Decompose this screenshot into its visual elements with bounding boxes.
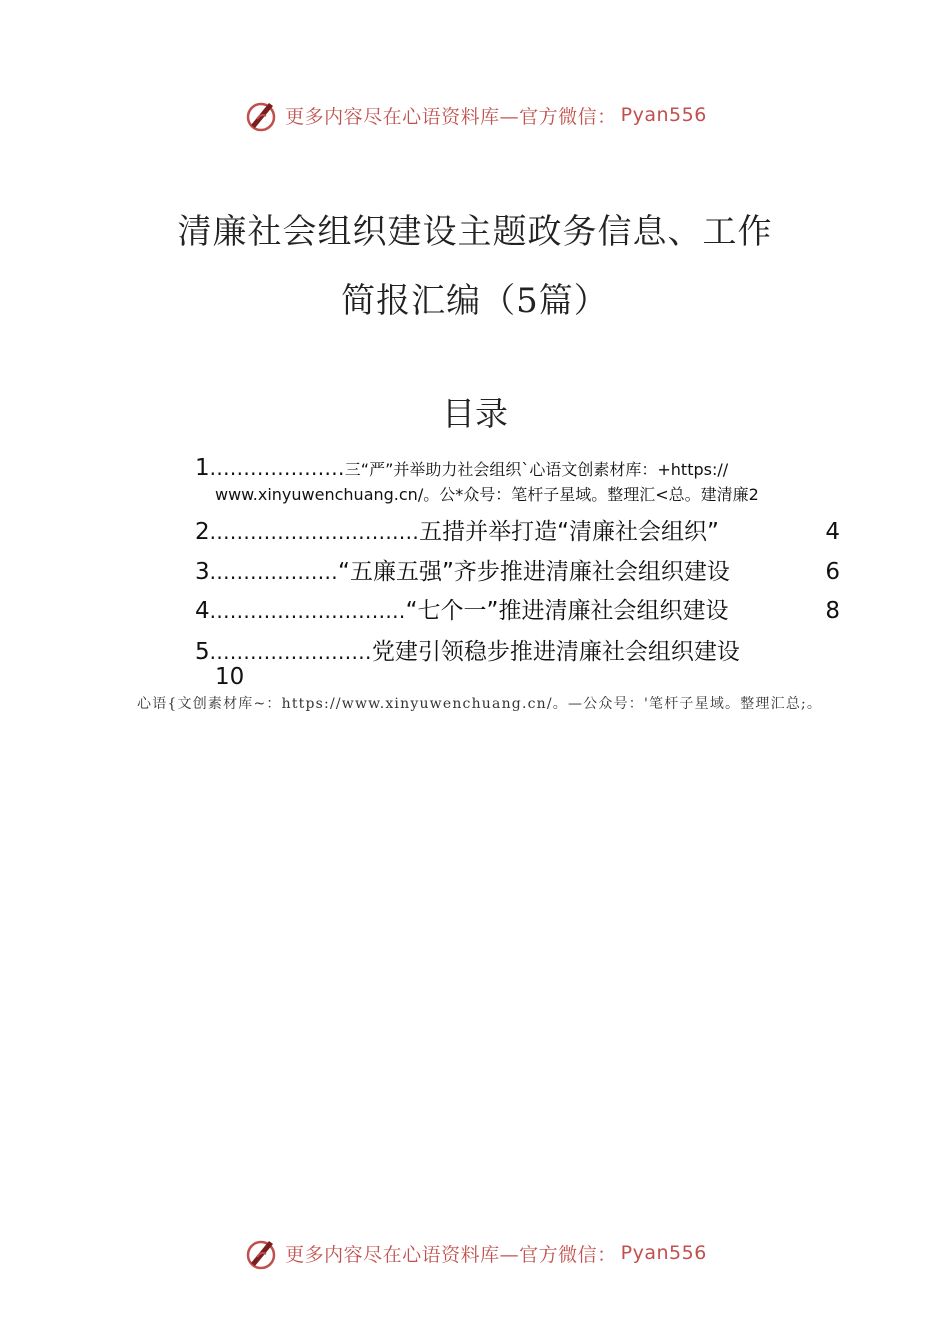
document-title-line1: 清廉社会组织建设主题政务信息、工作 bbox=[177, 212, 773, 252]
document-title-line2: 简报汇编（5篇） bbox=[341, 281, 609, 321]
toc-item-5[interactable] bbox=[195, 633, 840, 666]
toc-leader-dots: .................... bbox=[209, 456, 345, 480]
toc-item-text: 党建引领稳步推进清廉社会组织建设 bbox=[371, 639, 740, 665]
toc-leader-dots: ............................... bbox=[209, 520, 420, 544]
toc-leader-dots: ................... bbox=[209, 560, 339, 584]
toc-item-number: 2 bbox=[195, 519, 210, 545]
toc-item-page: 4 bbox=[825, 519, 840, 545]
banner-wechat-id: Pyan556 bbox=[620, 1242, 707, 1264]
toc-item-text: 五措并举打造“清廉社会组织” bbox=[419, 519, 719, 545]
toc-item-text: “五廉五强”齐步推进清廉社会组织建设 bbox=[338, 559, 730, 585]
banner-wechat-id: Pyan556 bbox=[620, 104, 707, 126]
header-banner bbox=[0, 95, 950, 135]
toc-item-4[interactable] bbox=[195, 592, 840, 625]
toc-item-text: 三“严”并举助力社会组织`心语文创素材库：+https:// bbox=[344, 460, 729, 479]
pen-seal-icon bbox=[243, 1235, 279, 1271]
banner-text: 更多内容尽在心语资料库—官方微信： bbox=[285, 1243, 617, 1266]
footer-banner bbox=[0, 1233, 950, 1273]
toc-item-3[interactable] bbox=[195, 553, 840, 586]
toc-item-1-continuation: www.xinyuwenchuang.cn/。公*众号：笔杆子星域。整理汇<总。建清廉2 bbox=[215, 485, 759, 504]
source-note: 心语{文创素材库~：https://www.xinyuwenchuang.cn/。—公众号：'笔杆子星域。整理汇总;。 bbox=[137, 696, 823, 712]
pen-seal-icon bbox=[243, 97, 279, 133]
toc-item-page: 6 bbox=[825, 559, 840, 585]
toc-item-page: 8 bbox=[825, 598, 840, 624]
banner-text: 更多内容尽在心语资料库—官方微信： bbox=[285, 105, 617, 128]
toc-heading: 目录 bbox=[442, 394, 508, 433]
toc-item-1[interactable] bbox=[195, 455, 840, 481]
toc-item-text: “七个一”推进清廉社会组织建设 bbox=[405, 598, 729, 624]
toc-item-5-page: 10 bbox=[215, 664, 245, 690]
toc-item-number: 3 bbox=[195, 559, 210, 585]
toc-item-number: 1 bbox=[195, 455, 210, 481]
toc-leader-dots: ............................. bbox=[209, 599, 406, 623]
toc-item-number: 5 bbox=[195, 639, 210, 665]
toc-item-number: 4 bbox=[195, 598, 210, 624]
toc-leader-dots: ........................ bbox=[209, 640, 372, 664]
toc-item-2[interactable] bbox=[195, 513, 840, 546]
